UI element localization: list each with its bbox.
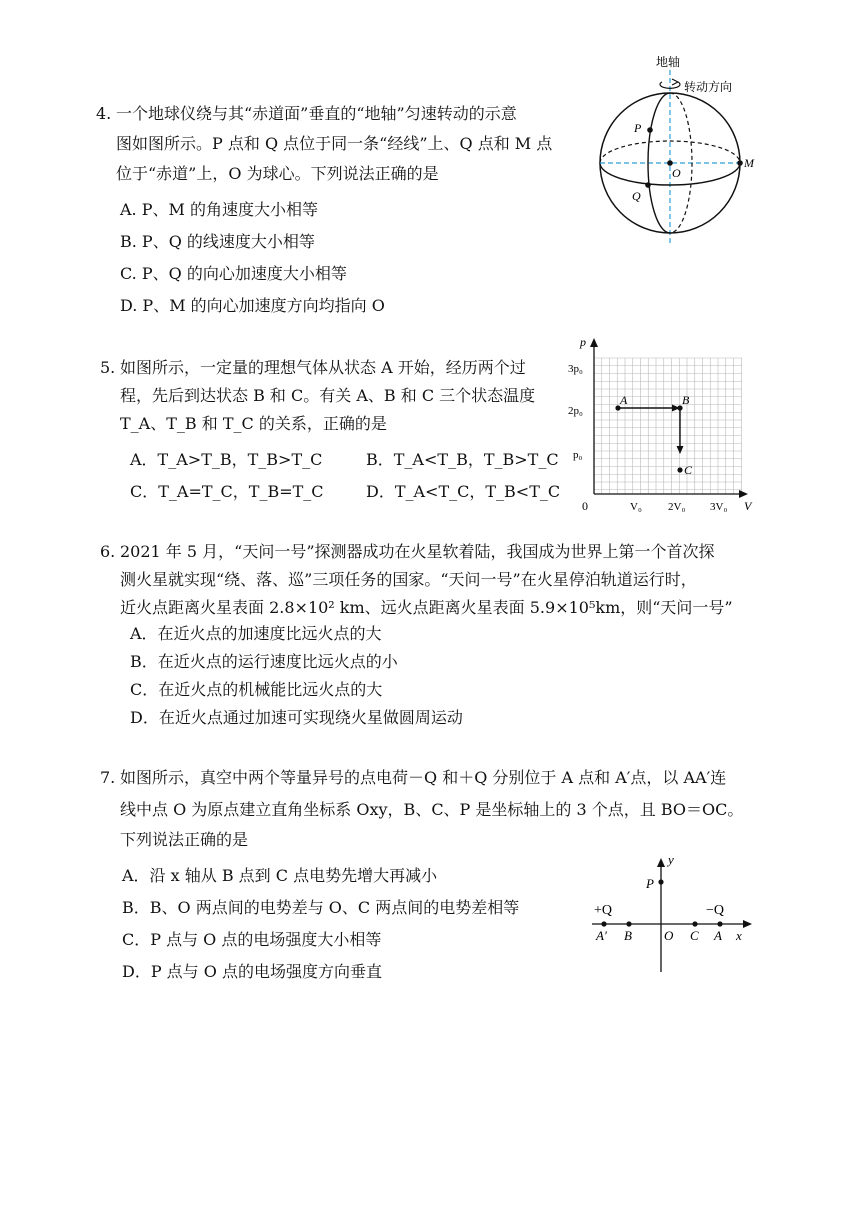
globe-point-p xyxy=(647,127,653,133)
globe-label-o: O xyxy=(672,166,681,180)
x-axis-label: x xyxy=(736,928,742,943)
point-c-dot xyxy=(692,921,697,926)
globe-label-q: Q xyxy=(632,189,641,203)
question-5-stem-line-3: T_A、T_B 和 T_C 的关系，正确的是 xyxy=(120,414,387,433)
question-4-stem-line-1: 一个地球仪绕与其“赤道面”垂直的“地轴”匀速转动的示意 xyxy=(116,104,517,123)
pv-graph-figure xyxy=(560,334,760,518)
pv-y-tick-p0: p₀ xyxy=(573,449,583,461)
globe-axis-label: 地轴 xyxy=(656,55,681,69)
point-b-label: B xyxy=(624,928,632,943)
charge-positive-label: +Q xyxy=(594,903,613,918)
globe-rotation-label: 转动方向 xyxy=(684,80,733,94)
pv-state-b-label: B xyxy=(682,393,690,407)
question-5-stem-line-2: 程，先后到达状态 B 和 C。有关 A、B 和 C 三个状态温度 xyxy=(120,386,536,405)
charge-negative-label: −Q xyxy=(706,903,725,918)
question-7-stem-line-1: 如图所示，真空中两个等量异号的点电荷－Q 和＋Q 分别位于 A 点和 A′点，以 AA′连 xyxy=(120,768,727,787)
point-a-prime-dot xyxy=(601,921,606,926)
question-4-option-c: C. P、Q 的向心加速度大小相等 xyxy=(120,264,347,283)
question-6-number: 6. xyxy=(100,542,116,561)
question-5-option-c: C．T_A=T_C，T_B=T_C xyxy=(130,482,324,501)
question-6-stem-line-1: 2021 年 5 月，“天问一号”探测器成功在火星软着陆，我国成为世界上第一个首次探 xyxy=(120,542,715,561)
point-a-label: A xyxy=(714,928,722,943)
globe-point-q xyxy=(645,182,651,188)
charges-figure xyxy=(586,850,766,976)
question-6-option-d: D．在近火点通过加速可实现绕火星做圆周运动 xyxy=(130,708,463,727)
question-6-option-c: C．在近火点的机械能比远火点的大 xyxy=(130,680,383,699)
globe-label-m: M xyxy=(744,156,754,170)
question-7-option-c: C．P 点与 O 点的电场强度大小相等 xyxy=(122,930,382,949)
point-b-dot xyxy=(626,921,631,926)
question-7-stem-line-2: 线中点 O 为原点建立直角坐标系 Oxy，B、C、P 是坐标轴上的 3 个点，且 BO＝OC。 xyxy=(120,800,744,819)
question-6-stem-line-2: 测火星就实现“绕、落、巡”三项任务的国家。“天问一号”在火星停泊轨道运行时， xyxy=(120,570,697,589)
pv-x-axis-label: V xyxy=(744,499,752,513)
question-7-stem-line-3: 下列说法正确的是 xyxy=(120,830,249,849)
pv-y-axis-label: p xyxy=(580,335,586,349)
question-4-option-d: D. P、M 的向心加速度方向均指向 O xyxy=(120,296,385,315)
question-4-option-a: A. P、M 的角速度大小相等 xyxy=(120,200,318,219)
point-a-prime-label: A′ xyxy=(596,928,607,943)
point-p-dot xyxy=(658,879,663,884)
question-5-option-d: D．T_A<T_C，T_B<T_C xyxy=(366,482,561,501)
question-5-option-b: B．T_A<T_B，T_B>T_C xyxy=(366,450,559,469)
question-6-option-b: B．在近火点的运行速度比远火点的小 xyxy=(130,652,398,671)
pv-y-tick-2p0: 2p₀ xyxy=(568,405,583,417)
question-7-option-d: D．P 点与 O 点的电场强度方向垂直 xyxy=(122,962,382,981)
pv-state-c-label: C xyxy=(684,463,693,477)
pv-x-tick-2v0: 2V₀ xyxy=(668,501,686,513)
point-c-label: C xyxy=(690,928,699,943)
question-6-option-a: A．在近火点的加速度比远火点的大 xyxy=(130,624,382,643)
question-7-option-a: A．沿 x 轴从 B 点到 C 点电势先增大再减小 xyxy=(122,866,438,885)
question-4-option-b: B. P、Q 的线速度大小相等 xyxy=(120,232,315,251)
pv-origin-label: 0 xyxy=(582,499,588,513)
question-5-number: 5. xyxy=(100,358,116,377)
question-6-stem-line-3: 近火点距离火星表面 2.8×10² km、远火点距离火星表面 5.9×10⁵km，则“天问一号” xyxy=(120,598,733,617)
pv-x-tick-3v0: 3V₀ xyxy=(710,501,728,513)
globe-figure xyxy=(590,52,760,252)
globe-label-p: P xyxy=(634,121,642,135)
pv-state-c-dot xyxy=(677,467,682,472)
globe-point-m xyxy=(737,160,743,166)
pv-y-tick-3p0: 3p₀ xyxy=(568,363,583,375)
question-5-stem-line-1: 如图所示，一定量的理想气体从状态 A 开始，经历两个过 xyxy=(120,358,526,377)
question-7-option-b: B．B、O 两点间的电势差与 O、C 两点间的电势差相等 xyxy=(122,898,520,917)
pv-state-a-label: A xyxy=(620,393,628,407)
pv-x-tick-v0: V₀ xyxy=(630,501,642,513)
point-a-dot xyxy=(717,921,722,926)
globe-point-o xyxy=(667,160,673,166)
point-o-label: O xyxy=(664,928,674,943)
question-4-stem-line-3: 位于“赤道”上，O 为球心。下列说法正确的是 xyxy=(116,164,439,183)
question-7-number: 7. xyxy=(100,768,116,787)
y-axis-label: y xyxy=(668,852,674,867)
point-p-label: P xyxy=(646,876,654,891)
question-4-number: 4. xyxy=(96,104,112,123)
question-5-option-a: A．T_A>T_B，T_B>T_C xyxy=(130,450,323,469)
question-4-stem-line-2: 图如图所示。P 点和 Q 点位于同一条“经线”上、Q 点和 M 点 xyxy=(116,134,553,153)
